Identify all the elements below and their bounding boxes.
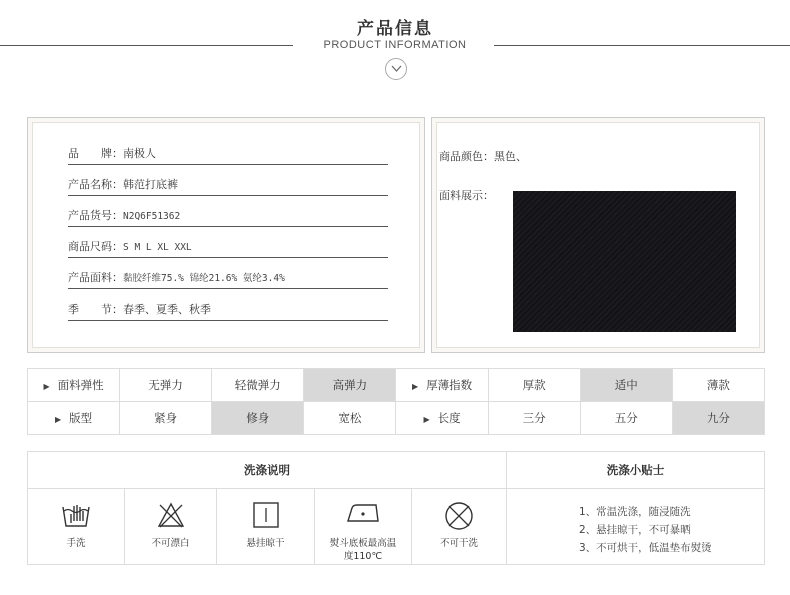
attr-option: 紧身: [120, 402, 212, 435]
fabric-label: 产品面料：: [68, 271, 123, 284]
season-row: [68, 301, 388, 321]
attr-option-selected: 适中: [580, 369, 672, 402]
brand-row: [68, 145, 388, 165]
fabric-show-label: 面料展示：: [439, 189, 494, 202]
attr-label-elasticity: ▶ 面料弹性: [28, 369, 120, 402]
triangle-right-icon: ▶: [43, 382, 50, 391]
brand-value: 南极人: [123, 147, 156, 160]
color-label: 商品颜色：: [439, 150, 494, 163]
attr-label-length: ▶ 长度: [396, 402, 488, 435]
fabric-value: 黏胶纤维75.% 锦纶21.6% 氨纶3.4%: [123, 273, 285, 284]
wash-tips-title: 洗涤小贴士: [507, 452, 764, 489]
attr-option: 轻微弹力: [212, 369, 304, 402]
triangle-right-icon: ▶: [54, 415, 62, 424]
season-value: 春季、夏季、秋季: [123, 303, 211, 316]
wash-item-no-bleach: [125, 489, 217, 565]
wash-item-hand-wash: [28, 489, 125, 565]
sku-row: [68, 207, 388, 227]
color-fabric-panel: [431, 117, 765, 353]
no-bleach-icon: [156, 501, 186, 529]
attribute-row-2: [28, 402, 765, 435]
attr-label-thickness: ▶ 厚薄指数: [396, 369, 488, 402]
triangle-right-icon: ▶: [423, 415, 430, 424]
chevron-down-icon: [385, 58, 407, 80]
brand-label: 品 牌：: [68, 147, 123, 160]
product-info-inner: [32, 122, 420, 348]
wash-tip: 1、常温洗涤，随浸随洗: [579, 506, 691, 518]
wash-label: 不可干洗: [439, 538, 478, 549]
product-name-label: 产品名称：: [68, 178, 123, 191]
attr-label-fit: ▶ 版型: [28, 402, 120, 435]
product-name-value: 韩范打底裤: [123, 178, 178, 191]
product-info-panel: [27, 117, 425, 353]
page-title: 产品信息: [357, 19, 433, 39]
attr-option: 宽松: [304, 402, 396, 435]
wash-tip: 2、悬挂晾干，不可暴晒: [579, 524, 691, 536]
sku-value: N2Q6F51362: [123, 211, 181, 222]
section-header: [0, 0, 790, 90]
attr-option: 五分: [580, 402, 672, 435]
size-value: S M L XL XXL: [123, 242, 192, 253]
wash-item-no-dry-clean: [412, 489, 507, 565]
hand-wash-icon: [60, 501, 92, 529]
color-value: 黑色、: [494, 150, 527, 163]
wash-tips-list: [579, 503, 712, 557]
fabric-row: [68, 269, 388, 289]
size-row: [68, 238, 388, 258]
attr-option-selected: 高弹力: [304, 369, 396, 402]
color-row: [439, 148, 527, 164]
season-label: 季 节：: [68, 303, 123, 316]
wash-label: 熨斗底板最高温度110℃: [329, 538, 397, 562]
wash-tip: 3、不可烘干，低温垫布熨烫: [579, 542, 712, 554]
wash-item-hang-dry: [217, 489, 315, 565]
attr-option: 薄款: [672, 369, 764, 402]
color-fabric-inner: [436, 122, 760, 348]
wash-label: 不可漂白: [151, 538, 190, 549]
attr-option-selected: 九分: [672, 402, 764, 435]
hang-dry-icon: [252, 501, 280, 529]
attr-option: 三分: [488, 402, 580, 435]
iron-icon: [346, 501, 380, 525]
wash-label: 悬挂晾干: [246, 538, 285, 549]
product-name-row: [68, 176, 388, 196]
sku-label: 产品货号：: [68, 209, 123, 222]
no-dry-clean-icon: [444, 501, 474, 531]
wash-instructions-title: 洗涤说明: [28, 452, 507, 489]
triangle-right-icon: ▶: [411, 382, 419, 391]
page-subtitle: PRODUCT INFORMATION: [323, 39, 467, 51]
attr-option: 厚款: [488, 369, 580, 402]
attr-option: 无弹力: [120, 369, 212, 402]
washing-section: [27, 451, 765, 565]
attribute-row-1: [28, 369, 765, 402]
size-label: 商品尺码：: [68, 240, 123, 253]
attribute-table: [27, 368, 765, 435]
attr-option-selected: 修身: [212, 402, 304, 435]
fabric-swatch-image: [513, 191, 736, 332]
wash-item-iron: [315, 489, 412, 565]
wash-label: 手洗: [66, 538, 86, 549]
